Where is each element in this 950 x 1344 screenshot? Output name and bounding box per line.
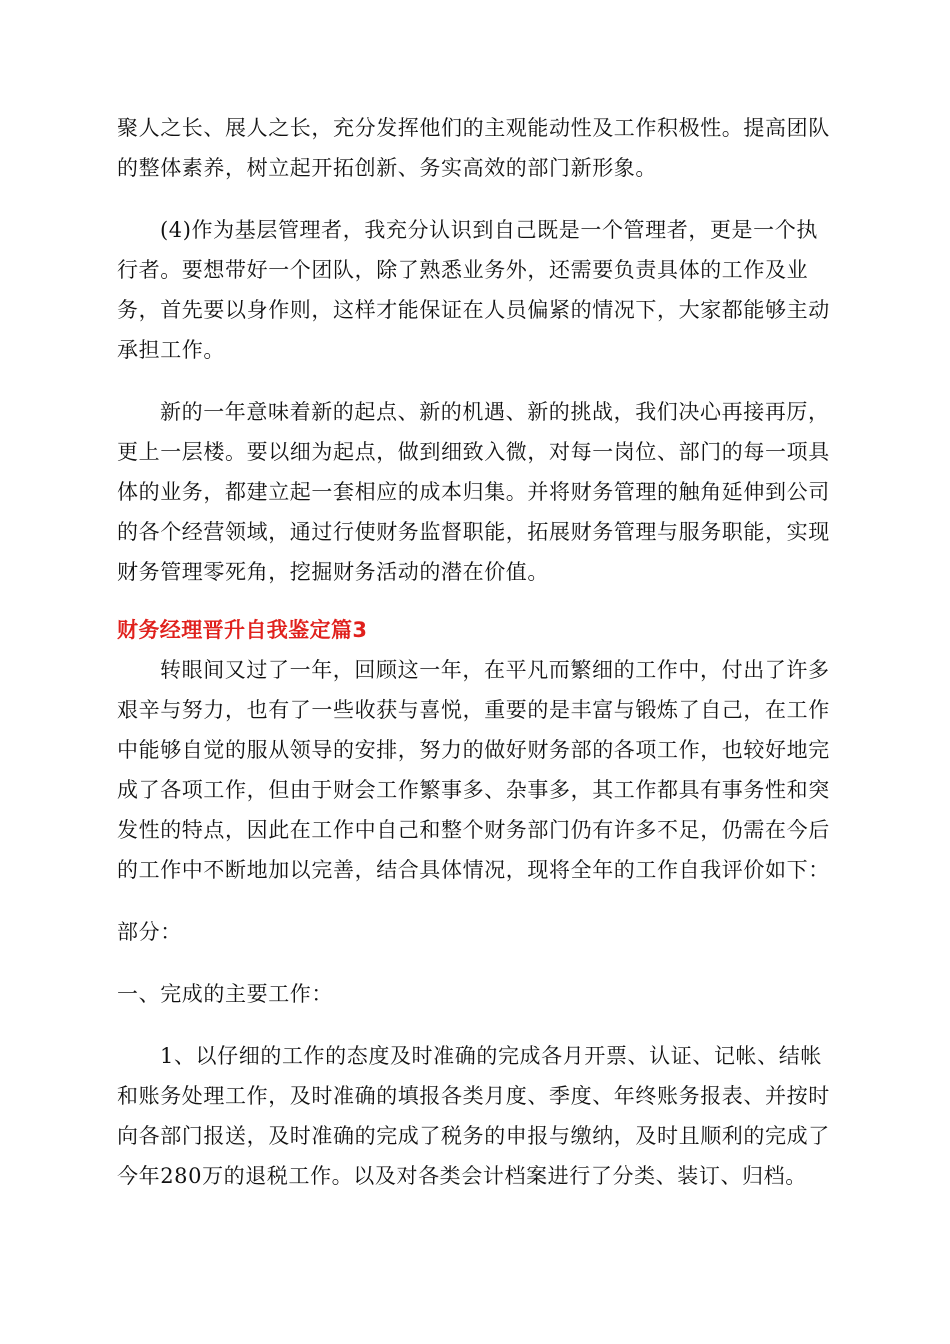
paragraph-part-label: 部分： — [117, 920, 182, 944]
paragraph-year-review: 转眼间又过了一年，回顾这一年，在平凡而繁细的工作中，付出了许多艰辛与努力，也有了一些收获与喜悦，重要的是丰富与锻炼了自己，在工作中能够自觉的服从领导的安排，努力的做好财务部的各项工作，也较好地完成了各项工作，但由于财会工作繁事多、杂事多，其工作都具有事务性和突发性的特点，因此在工作中自己和整个财务部门仍有许多不足，仍需在今后的工作中不断地加以完善，结合具体情况，现将全年的工作自我评价如下： — [117, 658, 830, 882]
paragraph-work-item-1: 1、以仔细的工作的态度及时准确的完成各月开票、认证、记帐、结帐和账务处理工作，及时准确的填报各类月度、季度、年终账务报表、并按时向各部门报送，及时准确的完成了税务的申报与缴纳，及时且顺利的完成了今年280万的退税工作。以及对各类会计档案进行了分类、装订、归档。 — [117, 1044, 830, 1188]
paragraph-new-year: 新的一年意味着新的起点、新的机遇、新的挑战，我们决心再接再厉，更上一层楼。要以细为起点，做到细致入微，对每一岗位、部门的每一项具体的业务，都建立起一套相应的成本归集。并将财务管理的触角延伸到公司的各个经营领域，通过行使财务监督职能，拓展财务管理与服务职能，实现财务管理零死角，挖掘财务活动的潜在价值。 — [117, 400, 830, 584]
paragraph-manager-role: (4)作为基层管理者，我充分认识到自己既是一个管理者，更是一个执行者。要想带好一个团队，除了熟悉业务外，还需要负责具体的工作及业务，首先要以身作则，这样才能保证在人员偏紧的情况下，大家都能够主动承担工作。 — [117, 218, 830, 362]
paragraph-team-image: 聚人之长、展人之长，充分发挥他们的主观能动性及工作积极性。提高团队的整体素养，树立起开拓创新、务实高效的部门新形象。 — [117, 116, 830, 180]
section-heading: 财务经理晋升自我鉴定篇3 — [117, 618, 368, 642]
paragraph-main-work-heading: 一、完成的主要工作： — [117, 982, 333, 1006]
document-body — [117, 108, 833, 1218]
